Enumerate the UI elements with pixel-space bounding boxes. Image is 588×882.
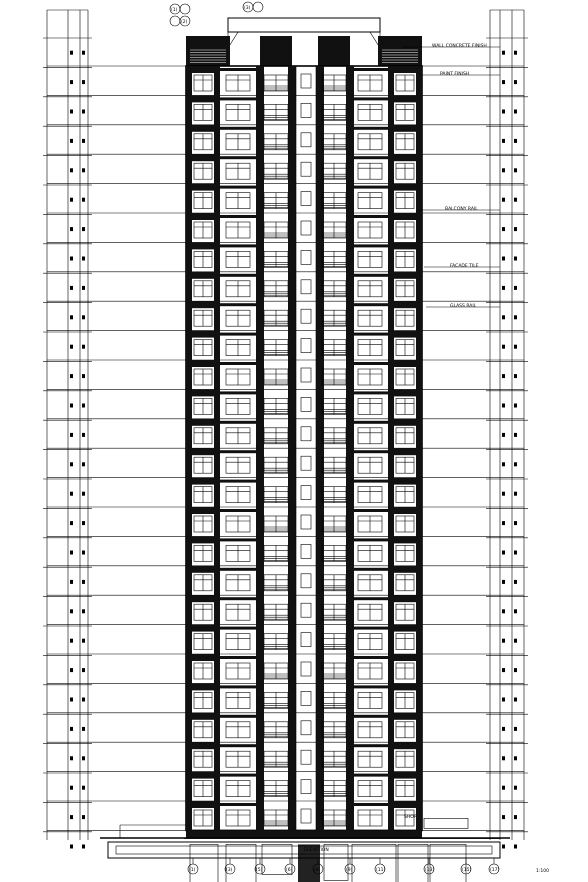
floor-band — [220, 274, 256, 277]
stair-window — [301, 280, 311, 294]
dimension-mark — [514, 227, 517, 231]
floor-band — [354, 744, 388, 747]
floor-band — [220, 333, 256, 336]
dimension-mark — [514, 433, 517, 437]
dimension-mark — [70, 404, 73, 408]
dimension-mark — [514, 139, 517, 143]
dimension-mark — [82, 698, 85, 702]
dimension-mark — [82, 727, 85, 731]
dimension-mark — [70, 315, 73, 319]
callout-text: PAINT FINISH — [440, 72, 470, 77]
dimension-mark — [514, 609, 517, 613]
floor-band — [354, 127, 388, 130]
dimension-mark — [502, 492, 505, 496]
stair-window — [301, 809, 311, 823]
floor-band — [354, 656, 388, 659]
dimension-mark — [514, 845, 517, 849]
dimension-mark — [82, 315, 85, 319]
callout-text: FACADE TILE — [450, 264, 479, 269]
dimension-mark — [82, 51, 85, 55]
floor-band — [220, 774, 256, 777]
floor-band — [192, 713, 214, 720]
dimension-mark — [82, 639, 85, 643]
stair-window — [301, 103, 311, 117]
floor-band — [192, 419, 214, 426]
floor-band — [354, 156, 388, 159]
floor-band — [354, 450, 388, 453]
dimension-mark — [82, 404, 85, 408]
dimension-mark — [82, 198, 85, 202]
top-axis-markers — [170, 2, 263, 26]
facade-pier — [256, 66, 264, 830]
axis-label: (3) — [226, 868, 233, 873]
dimension-mark — [70, 80, 73, 84]
dimension-mark — [514, 286, 517, 290]
floor-band — [394, 595, 416, 602]
floor-band — [394, 419, 416, 426]
stair-window — [301, 544, 311, 558]
dimension-mark — [514, 462, 517, 466]
dimension-mark — [82, 257, 85, 261]
floor-band — [354, 538, 388, 541]
floor-band — [220, 391, 256, 394]
floor-band — [394, 125, 416, 132]
floor-band — [220, 685, 256, 688]
floor-band — [394, 683, 416, 690]
stair-window — [301, 750, 311, 764]
axis-label: (5) — [256, 868, 263, 873]
floor-band — [192, 360, 214, 367]
floor-band — [394, 66, 416, 73]
floor-band — [394, 566, 416, 573]
callout-text: WALL CONCRETE FINISH — [432, 44, 487, 49]
stair-window — [301, 603, 311, 617]
bottom-axis-labels — [189, 867, 499, 873]
dimension-mark — [502, 786, 505, 790]
dimension-mark — [514, 786, 517, 790]
dimension-mark — [82, 580, 85, 584]
facade-pier — [316, 66, 324, 830]
dimension-mark — [82, 668, 85, 672]
floor-band — [354, 303, 388, 306]
axis-bubble — [180, 4, 190, 14]
dimension-mark — [502, 727, 505, 731]
dimension-mark — [502, 80, 505, 84]
floor-band — [220, 568, 256, 571]
floor-band — [394, 478, 416, 485]
floor-band — [220, 803, 256, 806]
floor-band — [192, 536, 214, 543]
floor-band — [220, 362, 256, 365]
tower-facade — [47, 18, 524, 830]
callout-text: GLASS RAIL — [450, 304, 477, 309]
floor-band — [192, 66, 214, 73]
dimension-mark — [502, 198, 505, 202]
dimension-mark — [82, 462, 85, 466]
stair-window — [301, 427, 311, 441]
floor-band — [220, 303, 256, 306]
floor-band — [354, 421, 388, 424]
floor-band — [192, 801, 214, 808]
stair-window — [301, 456, 311, 470]
podium-opening — [226, 844, 256, 882]
dimension-mark — [514, 815, 517, 819]
dimension-mark — [514, 257, 517, 261]
floor-band — [394, 301, 416, 308]
floor-band — [354, 774, 388, 777]
dimension-mark — [82, 286, 85, 290]
floor-band — [192, 742, 214, 749]
right-dimension-column — [486, 10, 528, 849]
dimension-mark — [82, 521, 85, 525]
facade-pier — [388, 66, 394, 830]
callout-text: BALCONY RAIL — [445, 207, 478, 212]
dimension-mark — [70, 227, 73, 231]
dimension-mark — [502, 668, 505, 672]
stair-window — [301, 309, 311, 323]
facade-pier — [186, 66, 192, 830]
shop-front — [352, 844, 396, 882]
dimension-mark — [70, 668, 73, 672]
dimension-mark — [82, 609, 85, 613]
dimension-mark — [82, 80, 85, 84]
floor-band — [394, 272, 416, 279]
floor-band — [354, 244, 388, 247]
stair-window — [301, 192, 311, 206]
axis-label: (1) — [171, 8, 178, 13]
dimension-mark — [514, 80, 517, 84]
dimension-mark — [70, 374, 73, 378]
floor-band — [354, 715, 388, 718]
axis-markers — [188, 858, 499, 874]
dimension-mark — [502, 462, 505, 466]
floor-band — [192, 389, 214, 396]
floor-band — [220, 538, 256, 541]
dimension-mark — [70, 580, 73, 584]
dimension-mark — [514, 639, 517, 643]
floor-band — [192, 242, 214, 249]
floor-band — [394, 331, 416, 338]
floor-band — [394, 625, 416, 632]
facade-pier — [288, 66, 296, 830]
floor-band — [192, 331, 214, 338]
floor-band — [220, 744, 256, 747]
dimension-mark — [82, 815, 85, 819]
dimension-mark — [70, 786, 73, 790]
podium-label: SHOP — [404, 815, 417, 820]
floor-band — [192, 683, 214, 690]
floor-band — [192, 125, 214, 132]
stair-window — [301, 633, 311, 647]
roof-block — [260, 36, 292, 66]
dimension-mark — [82, 756, 85, 760]
dimension-mark — [70, 462, 73, 466]
floor-band — [220, 156, 256, 159]
stair-window — [301, 397, 311, 411]
dimension-mark — [514, 668, 517, 672]
dimension-mark — [82, 110, 85, 114]
dimension-mark — [70, 639, 73, 643]
floor-band — [354, 627, 388, 630]
floor-band — [192, 448, 214, 455]
floor-band — [354, 362, 388, 365]
dimension-mark — [514, 404, 517, 408]
stair-window — [301, 721, 311, 735]
roof-parapet — [228, 18, 380, 32]
floor-band — [192, 95, 214, 102]
dimension-mark — [502, 315, 505, 319]
dimension-mark — [514, 198, 517, 202]
floor-band — [394, 536, 416, 543]
dimension-mark — [514, 492, 517, 496]
axis-label: (3) — [244, 6, 251, 11]
dimension-mark — [82, 492, 85, 496]
dimension-mark — [70, 815, 73, 819]
dimension-mark — [82, 374, 85, 378]
axis-label: (8) — [314, 868, 321, 873]
axis-label: (9) — [346, 868, 353, 873]
dimension-mark — [82, 786, 85, 790]
floor-band — [220, 97, 256, 100]
floor-band — [394, 154, 416, 161]
dimension-mark — [70, 139, 73, 143]
axis-bubble — [170, 16, 180, 26]
floor-band — [220, 244, 256, 247]
stair-window — [301, 662, 311, 676]
facade-pier — [416, 66, 422, 830]
facade-pier — [214, 66, 220, 830]
dimension-mark — [70, 198, 73, 202]
dimension-mark — [514, 698, 517, 702]
dimension-mark — [502, 639, 505, 643]
floor-band — [192, 301, 214, 308]
stair-window — [301, 133, 311, 147]
dimension-mark — [502, 257, 505, 261]
floor-band — [394, 772, 416, 779]
dimension-mark — [514, 756, 517, 760]
dimension-mark — [82, 551, 85, 555]
podium-canopy — [424, 818, 468, 828]
dimension-mark — [502, 756, 505, 760]
floor-band — [394, 360, 416, 367]
axis-label: (11) — [376, 868, 386, 873]
floor-band — [192, 566, 214, 573]
floor-band — [354, 803, 388, 806]
floor-band — [394, 95, 416, 102]
floor-band — [394, 184, 416, 191]
floor-band — [192, 478, 214, 485]
floor-band — [192, 184, 214, 191]
dimension-mark — [82, 433, 85, 437]
floor-band — [220, 715, 256, 718]
dimension-mark — [514, 168, 517, 172]
floor-band — [354, 480, 388, 483]
dimension-mark — [502, 286, 505, 290]
stair-window — [301, 339, 311, 353]
dimension-mark — [82, 845, 85, 849]
dimension-mark — [502, 521, 505, 525]
stair-window — [301, 691, 311, 705]
stair-window — [301, 780, 311, 794]
floor-band — [394, 801, 416, 808]
callout-texts — [432, 43, 487, 309]
floor-band — [220, 186, 256, 189]
dimension-mark — [70, 257, 73, 261]
floor-band — [220, 127, 256, 130]
dimension-mark — [502, 168, 505, 172]
roof-block-right — [378, 36, 422, 66]
dimension-mark — [82, 227, 85, 231]
floor-band — [192, 154, 214, 161]
floor-band — [192, 654, 214, 661]
floor-band — [192, 772, 214, 779]
dimension-mark — [82, 345, 85, 349]
floor-band — [394, 654, 416, 661]
dimension-mark — [502, 580, 505, 584]
dimension-mark — [502, 609, 505, 613]
axis-label: (6) — [286, 868, 293, 873]
floor-band — [192, 625, 214, 632]
floor-band — [354, 568, 388, 571]
dimension-mark — [70, 727, 73, 731]
floor-band — [354, 215, 388, 218]
stair-window — [301, 162, 311, 176]
floor-band — [394, 507, 416, 514]
roof-block-left — [186, 36, 230, 66]
dimension-mark — [502, 404, 505, 408]
shop-front — [430, 844, 466, 882]
floor-band — [354, 186, 388, 189]
stair-window — [301, 74, 311, 88]
dimension-mark — [70, 433, 73, 437]
dimension-mark — [70, 168, 73, 172]
dimension-mark — [70, 521, 73, 525]
stair-window — [301, 250, 311, 264]
dimension-mark — [70, 756, 73, 760]
floor-band — [220, 215, 256, 218]
stair-window — [301, 574, 311, 588]
dimension-mark — [514, 345, 517, 349]
stair-window — [301, 368, 311, 382]
floor-band — [354, 333, 388, 336]
dimension-mark — [502, 845, 505, 849]
floor-band — [220, 480, 256, 483]
dimension-mark — [70, 845, 73, 849]
stair-window — [301, 221, 311, 235]
dimension-mark — [70, 609, 73, 613]
dimension-mark — [514, 110, 517, 114]
shop-front — [398, 844, 428, 882]
bottom-label: ELEVATION — [304, 848, 329, 853]
dimension-mark — [82, 139, 85, 143]
floor-band — [394, 742, 416, 749]
floor-band — [220, 421, 256, 424]
floor-band — [394, 713, 416, 720]
dimension-mark — [502, 51, 505, 55]
dimension-mark — [514, 374, 517, 378]
floor-band — [354, 509, 388, 512]
floor-band — [220, 656, 256, 659]
axis-label: (1) — [189, 868, 196, 873]
podium-opening — [190, 844, 218, 882]
dimension-mark — [70, 492, 73, 496]
dimension-mark — [502, 345, 505, 349]
dimension-mark — [70, 51, 73, 55]
floor-band — [220, 509, 256, 512]
facade-pier — [346, 66, 354, 830]
dimension-mark — [502, 551, 505, 555]
axis-label: (17) — [490, 868, 500, 873]
floor-band — [354, 685, 388, 688]
dimension-mark — [502, 110, 505, 114]
floor-band — [192, 507, 214, 514]
floor-band — [220, 597, 256, 600]
dimension-mark — [70, 110, 73, 114]
floor-band — [394, 242, 416, 249]
dimension-mark — [502, 433, 505, 437]
floor-band — [354, 68, 388, 71]
dimension-mark — [514, 521, 517, 525]
floor-band — [394, 448, 416, 455]
dimension-mark — [514, 727, 517, 731]
axis-label: (15) — [462, 868, 472, 873]
floor-band — [220, 627, 256, 630]
dimension-mark — [514, 551, 517, 555]
dimension-mark — [70, 286, 73, 290]
dimension-mark — [502, 139, 505, 143]
axis-label: (13) — [425, 868, 435, 873]
floor-band — [192, 213, 214, 220]
dimension-mark — [502, 374, 505, 378]
floor-band — [220, 450, 256, 453]
dimension-mark — [82, 168, 85, 172]
dimension-mark — [514, 51, 517, 55]
floor-band — [394, 389, 416, 396]
axis-label: (2) — [181, 20, 188, 25]
floor-band — [220, 68, 256, 71]
scale-note: 1:100 — [536, 869, 549, 874]
dimension-mark — [502, 815, 505, 819]
roof-block — [318, 36, 350, 66]
floor-band — [354, 97, 388, 100]
roof-edge — [228, 32, 380, 48]
dimension-mark — [70, 345, 73, 349]
dimension-mark — [70, 551, 73, 555]
floor-band — [192, 595, 214, 602]
stair-window — [301, 515, 311, 529]
dimension-mark — [514, 580, 517, 584]
dimension-mark — [502, 698, 505, 702]
axis-bubble — [253, 2, 263, 12]
floor-band — [394, 213, 416, 220]
dimension-mark — [70, 698, 73, 702]
floor-band — [354, 274, 388, 277]
floor-band — [354, 391, 388, 394]
left-dimension-column — [43, 10, 92, 849]
stair-window — [301, 486, 311, 500]
floor-band — [192, 272, 214, 279]
dimension-mark — [502, 227, 505, 231]
floor-band — [354, 597, 388, 600]
dimension-mark — [514, 315, 517, 319]
